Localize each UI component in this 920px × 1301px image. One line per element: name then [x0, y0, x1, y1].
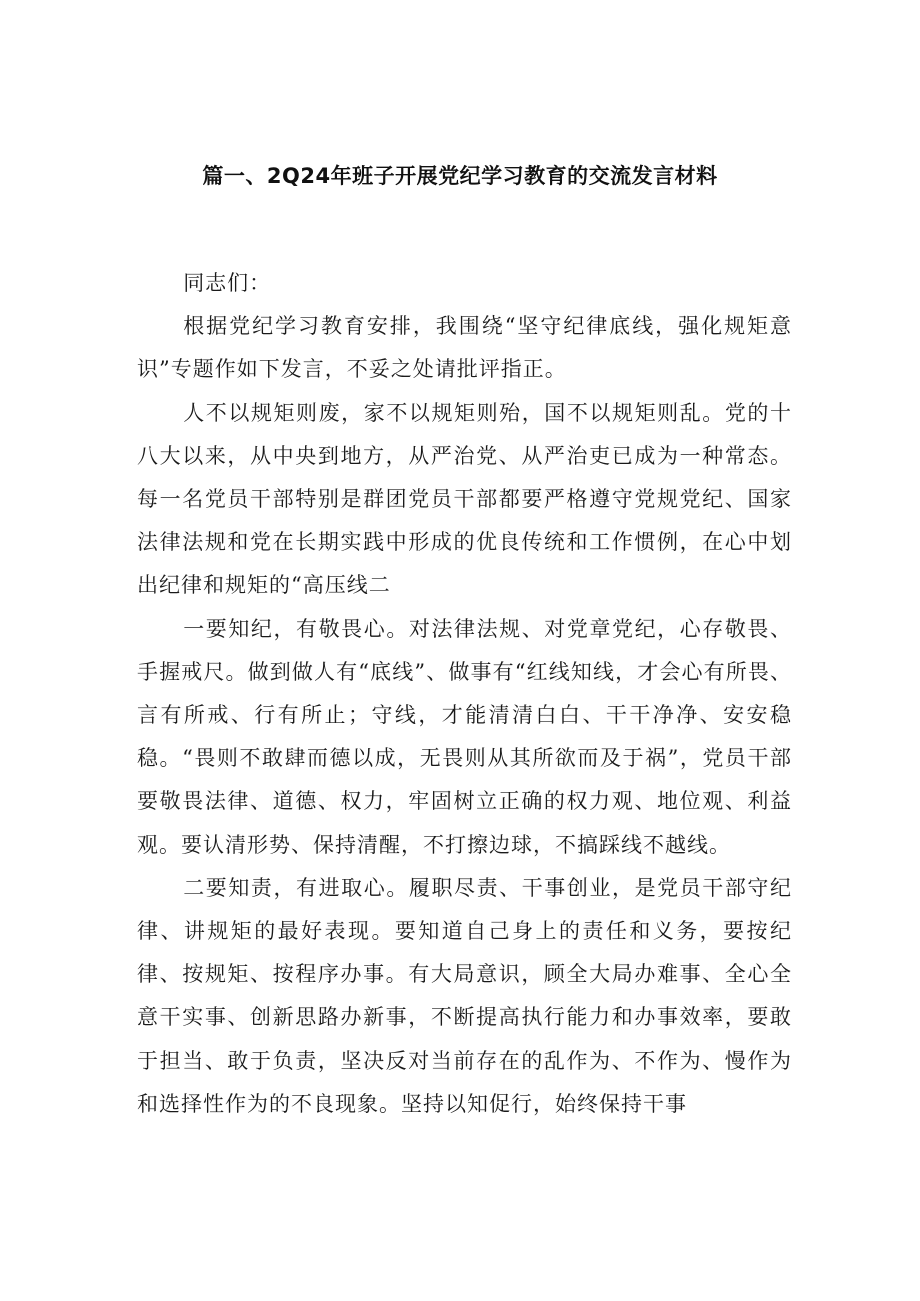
document-body: [137, 262, 792, 1126]
body-paragraph: 二要知责，有进取心。履职尽责、干事创业，是党员干部守纪律、讲规矩的最好表现。要知道自己身上的责任和义务，要按纪律、按规矩、按程序办事。有大局意识，顾全大局办难事、全心全意干实事、创新思路办新事，不断提高执行能力和办事效率，要敢于担当、敢于负责，坚决反对当前存在的乱作为、不作为、慢作为和选择性作为的不良现象。坚持以知促行，始终保持干事: [137, 875, 792, 1116]
document-title: 篇一、2Q24年班子开展党纪学习教育的交流发言材料: [202, 164, 718, 188]
salutation-paragraph: 同志们：: [183, 271, 272, 295]
body-paragraph: 一要知纪，有敬畏心。对法律法规、对党章党纪，心存敬畏、手握戒尺。做到做人有“底线”、做事有“红线知线，才会心有所畏、言有所戒、行有所止；守线，才能清清白白、干干净净、安安稳稳。“畏则不敢肆而德以成，无畏则从其所欲而及于祸”，党员干部要敬畏法律、道德、权力，牢固树立正确的权力观、地位观、利益观。要认清形势、保持清醒，不打擦边球，不搞踩线不越线。: [137, 616, 792, 857]
body-paragraph: 人不以规矩则废，家不以规矩则殆，国不以规矩则乱。党的十八大以来，从中央到地方，从严治党、从严治吏已成为一种常态。每一名党员干部特别是群团党员干部都要严格遵守党规党纪、国家法律法规和党在长期实践中形成的优良传统和工作惯例，在心中划出纪律和规矩的“高压线二: [137, 400, 792, 598]
intro-paragraph: 根据党纪学习教育安排，我围绕“坚守纪律底线，强化规矩意识”专题作如下发言，不妥之处请批评指正。: [137, 314, 792, 382]
